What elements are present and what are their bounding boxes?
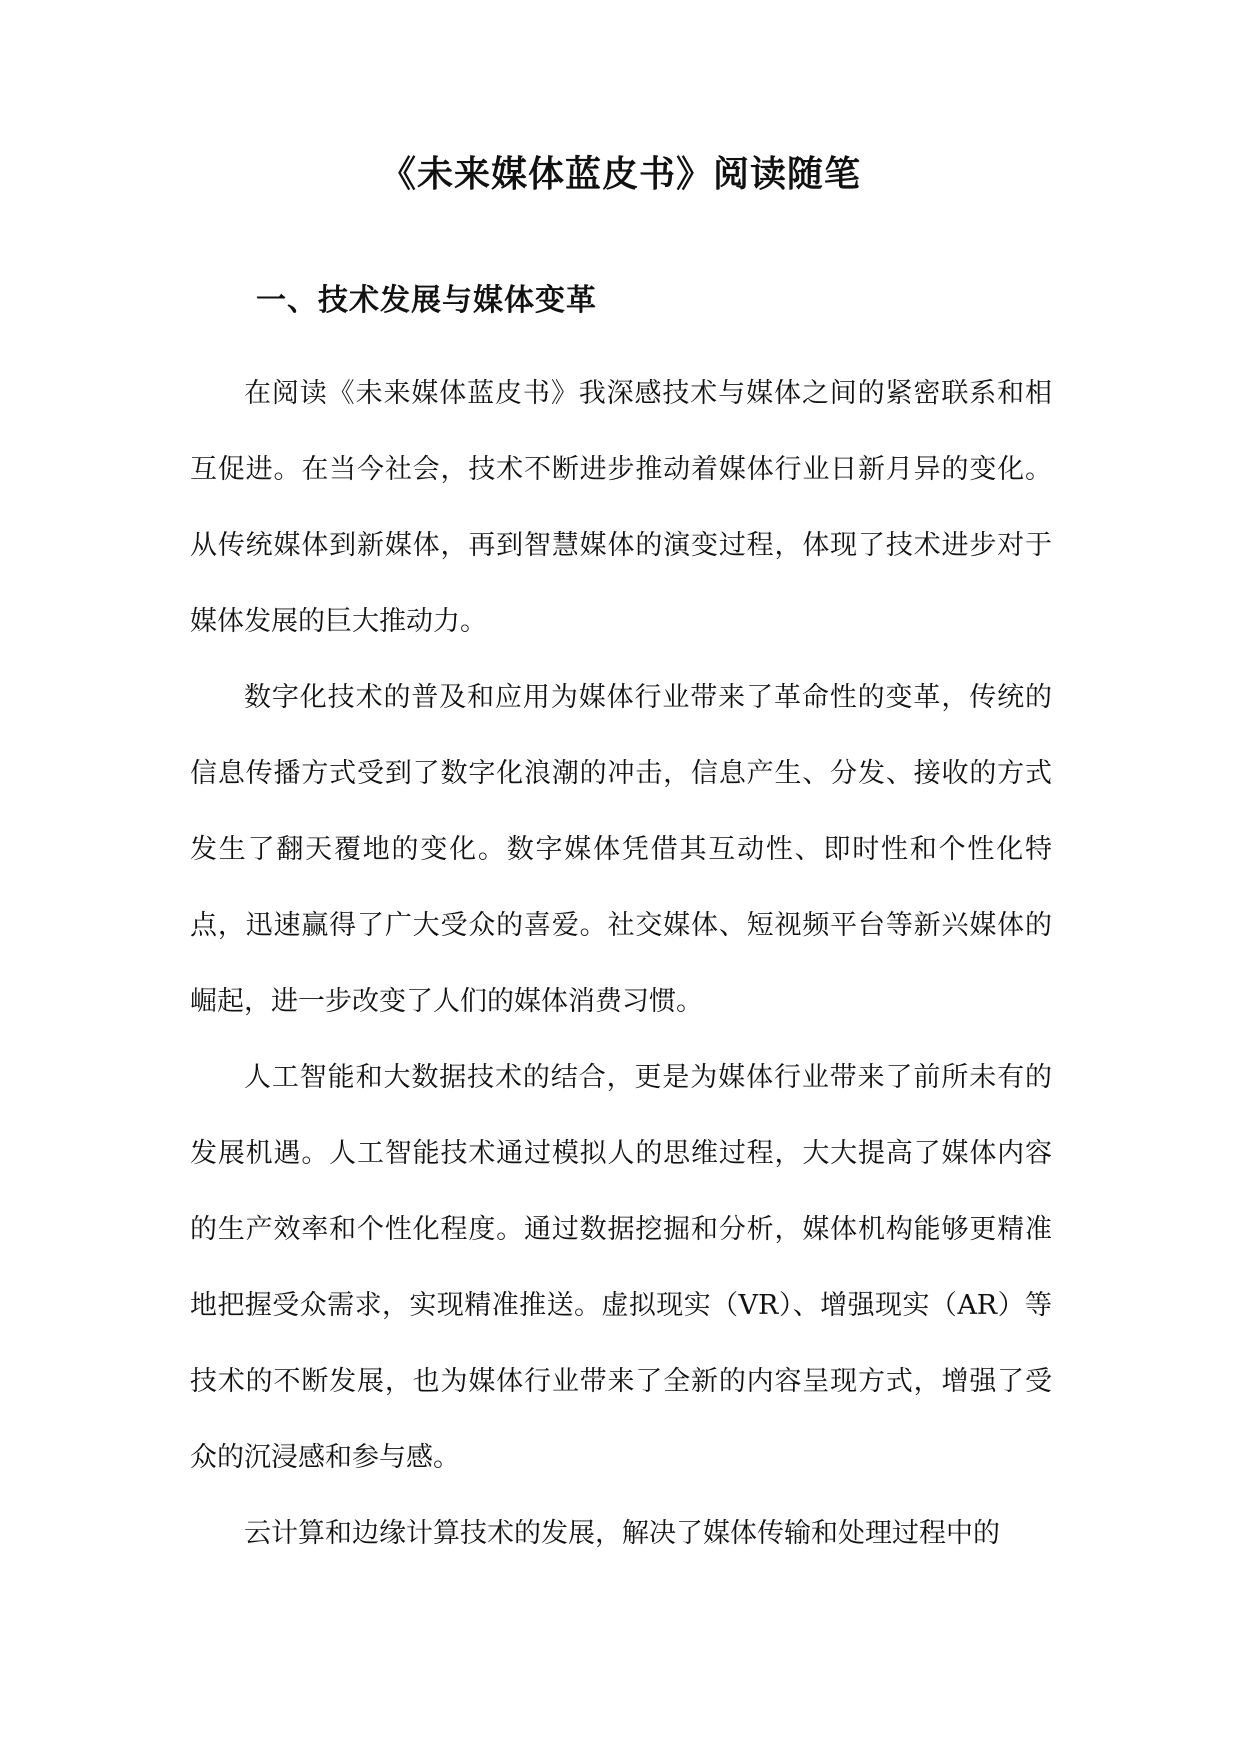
body-text [190, 356, 1052, 1572]
document-title: 《未来媒体蓝皮书》阅读随笔 [379, 154, 861, 195]
section-heading: 一、技术发展与媒体变革 [256, 283, 597, 318]
paragraph: 数字化技术的普及和应用为媒体行业带来了革命性的变革，传统的信息传播方式受到了数字化浪潮的冲击，信息产生、分发、接收的方式发生了翻天覆地的变化。数字媒体凭借其互动性、即时性和个性化特点，迅速赢得了广大受众的喜爱。社交媒体、短视频平台等新兴媒体的崛起，进一步改变了人们的媒体消费习惯。 [190, 682, 1052, 1017]
paragraph: 云计算和边缘计算技术的发展，解决了媒体传输和处理过程中的 [244, 1518, 1000, 1549]
paragraph: 在阅读《未来媒体蓝皮书》我深感技术与媒体之间的紧密联系和相互促进。在当今社会，技术不断进步推动着媒体行业日新月异的变化。从传统媒体到新媒体，再到智慧媒体的演变过程，体现了技术进步对于媒体发展的巨大推动力。 [190, 378, 1052, 637]
paragraph: 人工智能和大数据技术的结合，更是为媒体行业带来了前所未有的发展机遇。人工智能技术通过模拟人的思维过程，大大提高了媒体内容的生产效率和个性化程度。通过数据挖掘和分析，媒体机构能够更精准地把握受众需求，实现精准推送。虚拟现实（VR）、增强现实（AR）等技术的不断发展，也为媒体行业带来了全新的内容呈现方式，增强了受众的沉浸感和参与感。 [190, 1062, 1052, 1473]
